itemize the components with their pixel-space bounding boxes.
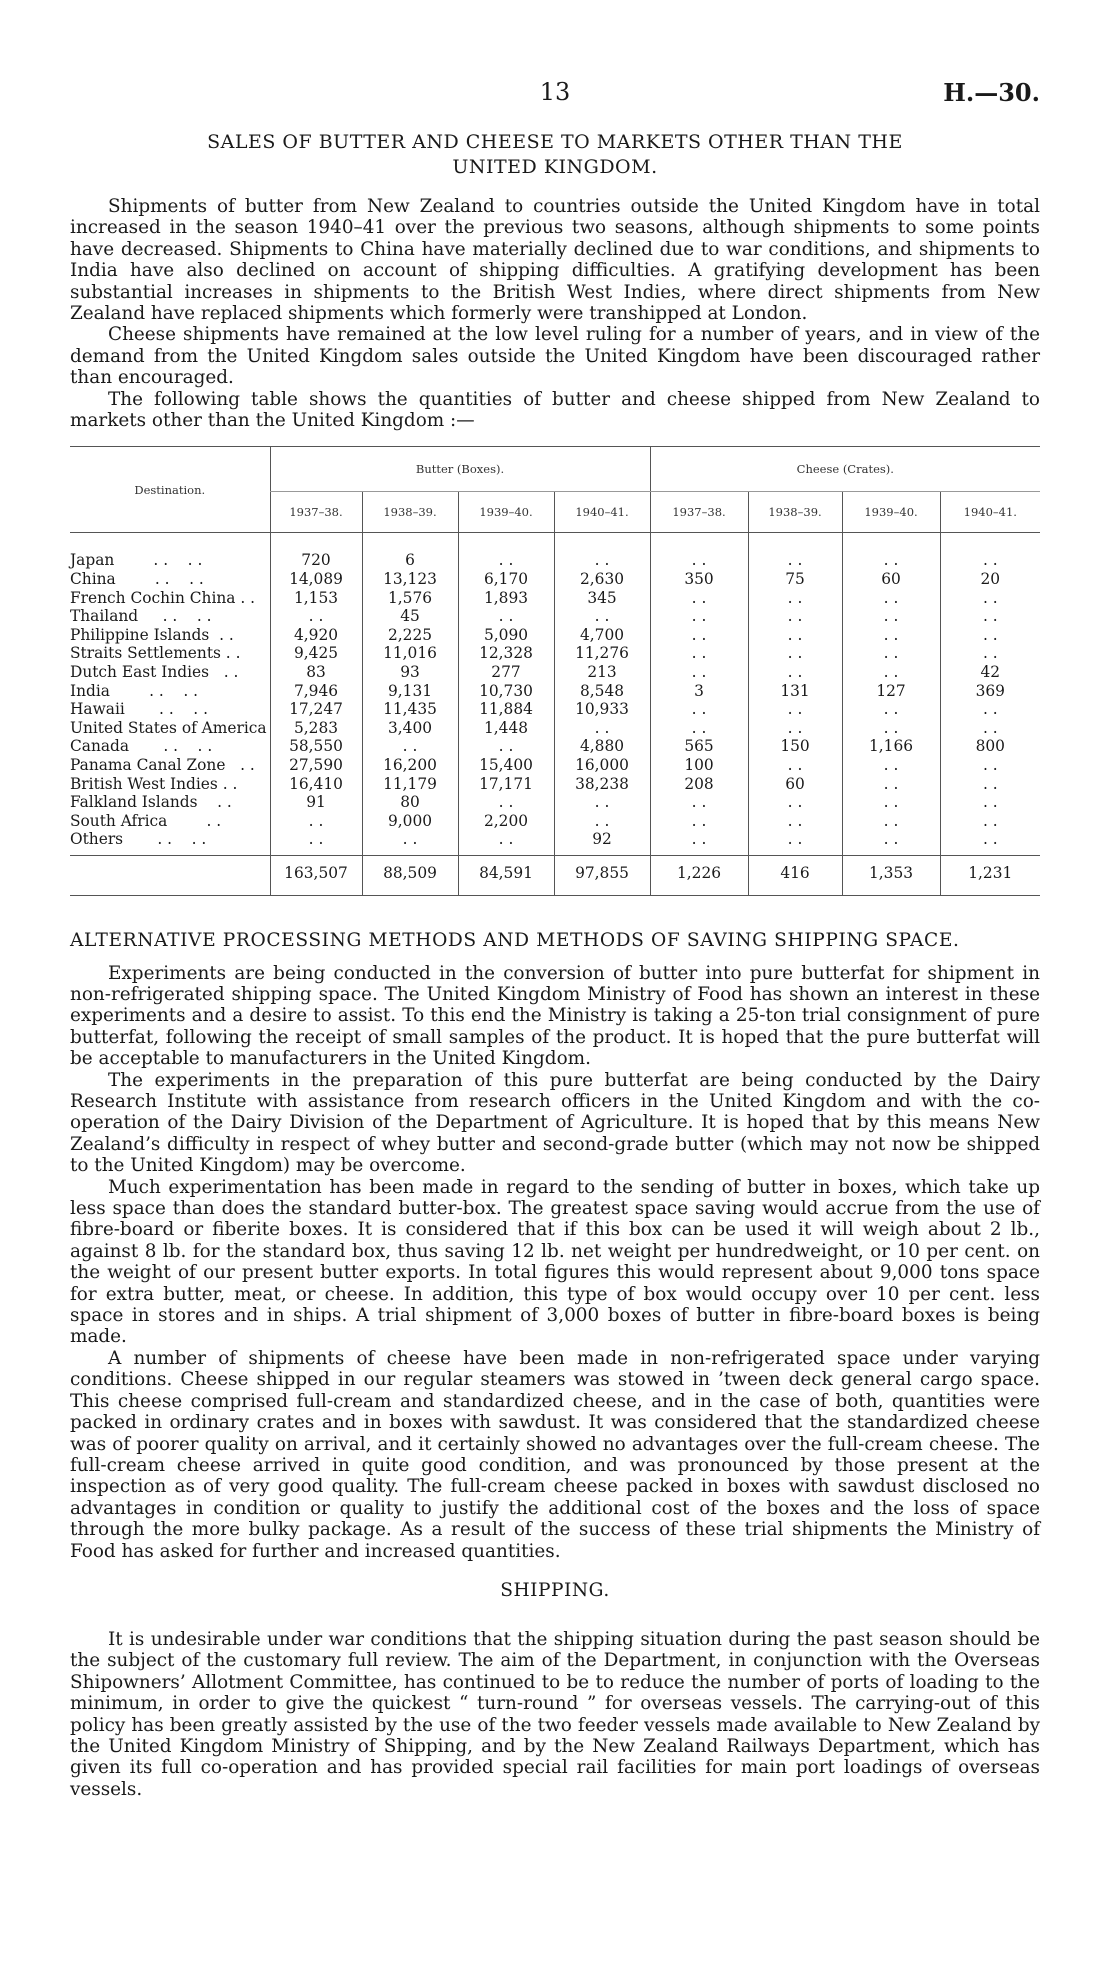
table-row bbox=[70, 775, 1040, 794]
butter-value-cell: . . bbox=[554, 719, 650, 738]
cheese-value-cell: . . bbox=[650, 607, 748, 626]
paragraph: It is undesirable under war conditions that the shipping situation during the past season should be the subject of the customary full review. The aim of the Department, in conjunction with the Overseas Shipowners’ Allotment Committee, has continued to be to reduce the number of ports of loading to the minimum, in order to give the quickest “ turn-round ” for overseas vessels. The carrying-out of this policy has been greatly assisted by the use of the two feeder vessels made available to New Zealand by the United Kingdom Ministry of Shipping, and by the New Zealand Railways Department, which has given its full co-operation and has provided special rail facilities for main port loadings of overseas vessels. bbox=[70, 1628, 1040, 1800]
butter-value-cell: 1,893 bbox=[458, 589, 554, 608]
cheese-value-cell: 20 bbox=[940, 570, 1040, 589]
totals-row bbox=[70, 855, 1040, 895]
cheese-value-cell: . . bbox=[842, 719, 940, 738]
butter-value-cell: 14,089 bbox=[270, 570, 362, 589]
destination-cell: Philippine Islands . . bbox=[70, 625, 234, 644]
total-cell: 1,231 bbox=[940, 855, 1040, 895]
cheese-value-cell: 3 bbox=[650, 682, 748, 701]
paragraph: The experiments in the preparation of this pure butterfat are being conducted by the Dairy Research Institute with assistance from research officers in the United Kingdom and with the co-operation of the Dairy Division of the Department of Agriculture. It is hoped that by this means New Zealand’s difficulty in respect of whey butter and second-grade butter (which may not now be shipped to the United Kingdom) may be overcome. bbox=[70, 1069, 1040, 1177]
table-row bbox=[70, 533, 1040, 570]
cheese-value-cell: . . bbox=[650, 533, 748, 570]
destination-cell: Falkland Islands . . bbox=[70, 793, 232, 812]
cheese-value-cell: . . bbox=[748, 812, 842, 831]
cheese-value-cell: 1,166 bbox=[842, 737, 940, 756]
butter-value-cell: 720 bbox=[270, 533, 362, 570]
cheese-value-cell: . . bbox=[842, 644, 940, 663]
year-header: 1938–39. bbox=[748, 492, 842, 533]
cheese-value-cell: . . bbox=[650, 589, 748, 608]
butter-value-cell: 2,225 bbox=[362, 626, 458, 645]
cheese-value-cell: . . bbox=[842, 607, 940, 626]
totals-label-cell bbox=[70, 855, 270, 895]
cheese-value-cell: . . bbox=[940, 644, 1040, 663]
butter-value-cell: 2,200 bbox=[458, 812, 554, 831]
butter-value-cell: 17,247 bbox=[270, 700, 362, 719]
cheese-value-cell: . . bbox=[940, 812, 1040, 831]
butter-value-cell: 213 bbox=[554, 663, 650, 682]
cheese-value-cell: 369 bbox=[940, 682, 1040, 701]
year-header: 1937–38. bbox=[650, 492, 748, 533]
butter-value-cell: 16,200 bbox=[362, 756, 458, 775]
cheese-value-cell: . . bbox=[940, 793, 1040, 812]
butter-value-cell: . . bbox=[362, 737, 458, 756]
butter-value-cell: 15,400 bbox=[458, 756, 554, 775]
section-title-line1: SALES OF BUTTER AND CHEESE TO MARKETS OTHER THAN THE bbox=[207, 131, 903, 153]
cheese-value-cell: . . bbox=[842, 756, 940, 775]
cheese-value-cell: . . bbox=[650, 626, 748, 645]
destination-cell: Canada . . . . bbox=[70, 737, 213, 756]
butter-value-cell: 6 bbox=[362, 533, 458, 570]
butter-value-cell: 8,548 bbox=[554, 682, 650, 701]
butter-value-cell: 27,590 bbox=[270, 756, 362, 775]
butter-value-cell: . . bbox=[554, 812, 650, 831]
cheese-value-cell: . . bbox=[748, 719, 842, 738]
shipments-table bbox=[70, 446, 1040, 895]
page-header bbox=[70, 78, 1040, 118]
table-row bbox=[70, 830, 1040, 855]
paragraph: A number of shipments of cheese have been made in non-refrigerated space under varying conditions. Cheese shipped in our regular steamers was stowed in ’tween deck general cargo space. This cheese comprised full-cream and standardized cheese, and in the case of both, quantities were packed in ordinary crates and in boxes with sawdust. It was considered that the standardized cheese was of poorer quality on arrival, and it certainly showed no advantages over the full-cream cheese. The full-cream cheese arrived in quite good condition, and was pronounced by those present at the inspection as of very good quality. The full-cream cheese packed in boxes with sawdust disclosed no advantages in condition or quality to justify the additional cost of the boxes and the loss of space through the more bulky package. As a result of the success of these trial shipments the Ministry of Food has asked for further and increased quantities. bbox=[70, 1347, 1040, 1562]
cheese-value-cell: . . bbox=[940, 700, 1040, 719]
total-cell: 1,353 bbox=[842, 855, 940, 895]
butter-value-cell: 83 bbox=[270, 663, 362, 682]
table-row bbox=[70, 607, 1040, 626]
cheese-value-cell: . . bbox=[748, 793, 842, 812]
butter-value-cell: 1,576 bbox=[362, 589, 458, 608]
cheese-value-cell: . . bbox=[940, 830, 1040, 855]
butter-value-cell: . . bbox=[458, 607, 554, 626]
cheese-header: Cheese (Crates). bbox=[650, 447, 1040, 492]
year-header: 1938–39. bbox=[362, 492, 458, 533]
destination-header: Destination. bbox=[70, 447, 270, 533]
butter-value-cell: . . bbox=[362, 830, 458, 855]
butter-value-cell: 12,328 bbox=[458, 644, 554, 663]
butter-value-cell: 58,550 bbox=[270, 737, 362, 756]
cheese-value-cell: 42 bbox=[940, 663, 1040, 682]
butter-value-cell: . . bbox=[554, 793, 650, 812]
section-title-shipping: SHIPPING. bbox=[500, 1579, 610, 1601]
total-cell: 88,509 bbox=[362, 855, 458, 895]
destination-cell: Hawaii . . . . bbox=[70, 700, 208, 719]
destination-cell: Dutch East Indies . . bbox=[70, 663, 239, 682]
butter-value-cell: . . bbox=[554, 607, 650, 626]
butter-value-cell: 11,179 bbox=[362, 775, 458, 794]
page-number: 13 bbox=[539, 78, 571, 106]
butter-value-cell: 10,933 bbox=[554, 700, 650, 719]
cheese-value-cell: . . bbox=[748, 626, 842, 645]
year-header: 1939–40. bbox=[842, 492, 940, 533]
cheese-value-cell: . . bbox=[748, 607, 842, 626]
butter-value-cell: . . bbox=[270, 607, 362, 626]
cheese-value-cell: . . bbox=[842, 589, 940, 608]
paragraph: The following table shows the quantities of butter and cheese shipped from New Zealand to markets other than the United Kingdom :— bbox=[70, 388, 1040, 432]
cheese-value-cell: . . bbox=[842, 812, 940, 831]
butter-value-cell: 7,946 bbox=[270, 682, 362, 701]
cheese-value-cell: . . bbox=[650, 644, 748, 663]
butter-value-cell: 91 bbox=[270, 793, 362, 812]
table-row bbox=[70, 719, 1040, 738]
butter-value-cell: 13,123 bbox=[362, 570, 458, 589]
cheese-value-cell: . . bbox=[748, 644, 842, 663]
cheese-value-cell: . . bbox=[650, 663, 748, 682]
table-row bbox=[70, 793, 1040, 812]
butter-value-cell: . . bbox=[458, 737, 554, 756]
butter-value-cell: 80 bbox=[362, 793, 458, 812]
cheese-value-cell: 565 bbox=[650, 737, 748, 756]
cheese-value-cell: . . bbox=[940, 775, 1040, 794]
butter-value-cell: 11,016 bbox=[362, 644, 458, 663]
table-row bbox=[70, 589, 1040, 608]
table-row bbox=[70, 644, 1040, 663]
cheese-value-cell: . . bbox=[650, 830, 748, 855]
butter-value-cell: . . bbox=[270, 830, 362, 855]
butter-value-cell: 5,283 bbox=[270, 719, 362, 738]
cheese-value-cell: . . bbox=[842, 663, 940, 682]
total-cell: 84,591 bbox=[458, 855, 554, 895]
cheese-value-cell: . . bbox=[940, 626, 1040, 645]
cheese-value-cell: . . bbox=[748, 830, 842, 855]
butter-value-cell: 9,000 bbox=[362, 812, 458, 831]
butter-value-cell: 345 bbox=[554, 589, 650, 608]
paragraph: Shipments of butter from New Zealand to countries outside the United Kingdom have in total increased in the season 1940–41 over the previous two seasons, although shipments to some points have decreased. Shipments to China have materially declined due to war conditions, and shipments to India have also declined on account of shipping difficulties. A gratifying development has been substantial increases in shipments to the British West Indies, where direct shipments from New Zealand have replaced shipments which formerly were transhipped at London. bbox=[70, 196, 1040, 325]
table-row bbox=[70, 663, 1040, 682]
butter-value-cell: 6,170 bbox=[458, 570, 554, 589]
cheese-value-cell: . . bbox=[748, 663, 842, 682]
butter-value-cell: 10,730 bbox=[458, 682, 554, 701]
cheese-value-cell: 60 bbox=[842, 570, 940, 589]
cheese-value-cell: . . bbox=[842, 700, 940, 719]
table-row bbox=[70, 570, 1040, 589]
butter-value-cell: 1,153 bbox=[270, 589, 362, 608]
butter-value-cell: 4,700 bbox=[554, 626, 650, 645]
table-row bbox=[70, 812, 1040, 831]
cheese-value-cell: . . bbox=[650, 700, 748, 719]
paragraph: Much experimentation has been made in regard to the sending of butter in boxes, which take up less space than does the standard butter-box. The greatest space saving would accrue from the use of fibre-board or fiberite boxes. It is considered that if this box can be used it will weigh about 2 lb., against 8 lb. for the standard box, thus saving 12 lb. net weight per hundredweight, or 10 per cent. on the weight of our present butter exports. In total figures this would represent about 9,000 tons space for extra butter, meat, or cheese. In addition, this type of box would occupy over 10 per cent. less space in stores and in ships. A trial shipment of 3,000 boxes of butter in fibre-board boxes is being made. bbox=[70, 1176, 1040, 1348]
destination-cell: British West Indies . . bbox=[70, 774, 238, 793]
butter-value-cell: 45 bbox=[362, 607, 458, 626]
cheese-value-cell: . . bbox=[842, 626, 940, 645]
destination-cell: Thailand . . . . bbox=[70, 607, 212, 626]
butter-value-cell: 3,400 bbox=[362, 719, 458, 738]
shipments-table-container bbox=[70, 446, 1040, 895]
table-row bbox=[70, 626, 1040, 645]
year-header: 1940–41. bbox=[940, 492, 1040, 533]
table-row bbox=[70, 737, 1040, 756]
butter-value-cell: 93 bbox=[362, 663, 458, 682]
year-header: 1939–40. bbox=[458, 492, 554, 533]
table-body bbox=[70, 533, 1040, 856]
cheese-value-cell: . . bbox=[842, 830, 940, 855]
cheese-value-cell: . . bbox=[748, 589, 842, 608]
butter-value-cell: 17,171 bbox=[458, 775, 554, 794]
cheese-value-cell: . . bbox=[650, 793, 748, 812]
cheese-value-cell: . . bbox=[748, 756, 842, 775]
paragraph: Experiments are being conducted in the conversion of butter into pure butterfat for shipment in non-refrigerated shipping space. The United Kingdom Ministry of Food has shown an interest in these experiments and a desire to assist. To this end the Ministry is taking a 25-ton trial consignment of pure butterfat, following the receipt of small samples of the product. It is hoped that the pure butterfat will be acceptable to manufacturers in the United Kingdom. bbox=[70, 962, 1040, 1070]
cheese-value-cell: 208 bbox=[650, 775, 748, 794]
butter-value-cell: 9,131 bbox=[362, 682, 458, 701]
total-cell: 1,226 bbox=[650, 855, 748, 895]
butter-value-cell: 11,276 bbox=[554, 644, 650, 663]
destination-cell: Others . . . . bbox=[70, 830, 207, 849]
butter-value-cell: 1,448 bbox=[458, 719, 554, 738]
butter-value-cell: . . bbox=[270, 812, 362, 831]
total-cell: 416 bbox=[748, 855, 842, 895]
butter-value-cell: 11,884 bbox=[458, 700, 554, 719]
cheese-value-cell: . . bbox=[748, 533, 842, 570]
section-title-line2: UNITED KINGDOM. bbox=[452, 156, 658, 178]
cheese-value-cell: . . bbox=[748, 700, 842, 719]
table-row bbox=[70, 682, 1040, 701]
total-cell: 163,507 bbox=[270, 855, 362, 895]
butter-value-cell: . . bbox=[458, 533, 554, 570]
cheese-value-cell: . . bbox=[940, 533, 1040, 570]
butter-value-cell: 4,880 bbox=[554, 737, 650, 756]
butter-value-cell: 4,920 bbox=[270, 626, 362, 645]
butter-value-cell: 16,410 bbox=[270, 775, 362, 794]
section-title-alternative-processing: ALTERNATIVE PROCESSING METHODS AND METHODS OF SAVING SHIPPING SPACE. bbox=[70, 929, 960, 951]
cheese-value-cell: 75 bbox=[748, 570, 842, 589]
paragraph: Cheese shipments have remained at the low level ruling for a number of years, and in view of the demand from the United Kingdom sales outside the United Kingdom have been discouraged rather than encouraged. bbox=[70, 324, 1040, 389]
cheese-value-cell: . . bbox=[940, 719, 1040, 738]
table-row bbox=[70, 756, 1040, 775]
butter-value-cell: 38,238 bbox=[554, 775, 650, 794]
cheese-value-cell: . . bbox=[842, 533, 940, 570]
cheese-value-cell: . . bbox=[940, 607, 1040, 626]
butter-value-cell: 11,435 bbox=[362, 700, 458, 719]
year-header: 1937–38. bbox=[270, 492, 362, 533]
total-cell: 97,855 bbox=[554, 855, 650, 895]
cheese-value-cell: . . bbox=[940, 589, 1040, 608]
cheese-value-cell: 150 bbox=[748, 737, 842, 756]
butter-value-cell: 2,630 bbox=[554, 570, 650, 589]
destination-cell: Straits Settlements . . bbox=[70, 644, 241, 663]
document-reference: H.—30. bbox=[943, 78, 1040, 107]
cheese-value-cell: . . bbox=[842, 775, 940, 794]
cheese-value-cell: . . bbox=[650, 719, 748, 738]
section-title-sales bbox=[70, 130, 1040, 180]
table-row bbox=[70, 700, 1040, 719]
butter-value-cell: 9,425 bbox=[270, 644, 362, 663]
destination-cell: French Cochin China . . bbox=[70, 588, 256, 607]
destination-cell: Japan . . . . bbox=[70, 551, 203, 570]
destination-cell: United States of America bbox=[70, 718, 267, 737]
document-page bbox=[70, 78, 1040, 1800]
cheese-value-cell: . . bbox=[650, 812, 748, 831]
butter-value-cell: 5,090 bbox=[458, 626, 554, 645]
cheese-value-cell: 131 bbox=[748, 682, 842, 701]
butter-header: Butter (Boxes). bbox=[270, 447, 650, 492]
year-header: 1940–41. bbox=[554, 492, 650, 533]
cheese-value-cell: 800 bbox=[940, 737, 1040, 756]
cheese-value-cell: . . bbox=[842, 793, 940, 812]
butter-value-cell: . . bbox=[458, 793, 554, 812]
destination-cell: China . . . . bbox=[70, 570, 204, 589]
destination-cell: India . . . . bbox=[70, 681, 199, 700]
butter-value-cell: . . bbox=[458, 830, 554, 855]
butter-value-cell: 92 bbox=[554, 830, 650, 855]
cheese-value-cell: 127 bbox=[842, 682, 940, 701]
destination-cell: South Africa . . bbox=[70, 811, 222, 830]
cheese-value-cell: . . bbox=[940, 756, 1040, 775]
cheese-value-cell: 100 bbox=[650, 756, 748, 775]
cheese-value-cell: 60 bbox=[748, 775, 842, 794]
butter-value-cell: 16,000 bbox=[554, 756, 650, 775]
butter-value-cell: 277 bbox=[458, 663, 554, 682]
destination-cell: Panama Canal Zone . . bbox=[70, 756, 255, 774]
butter-value-cell: . . bbox=[554, 533, 650, 570]
cheese-value-cell: 350 bbox=[650, 570, 748, 589]
